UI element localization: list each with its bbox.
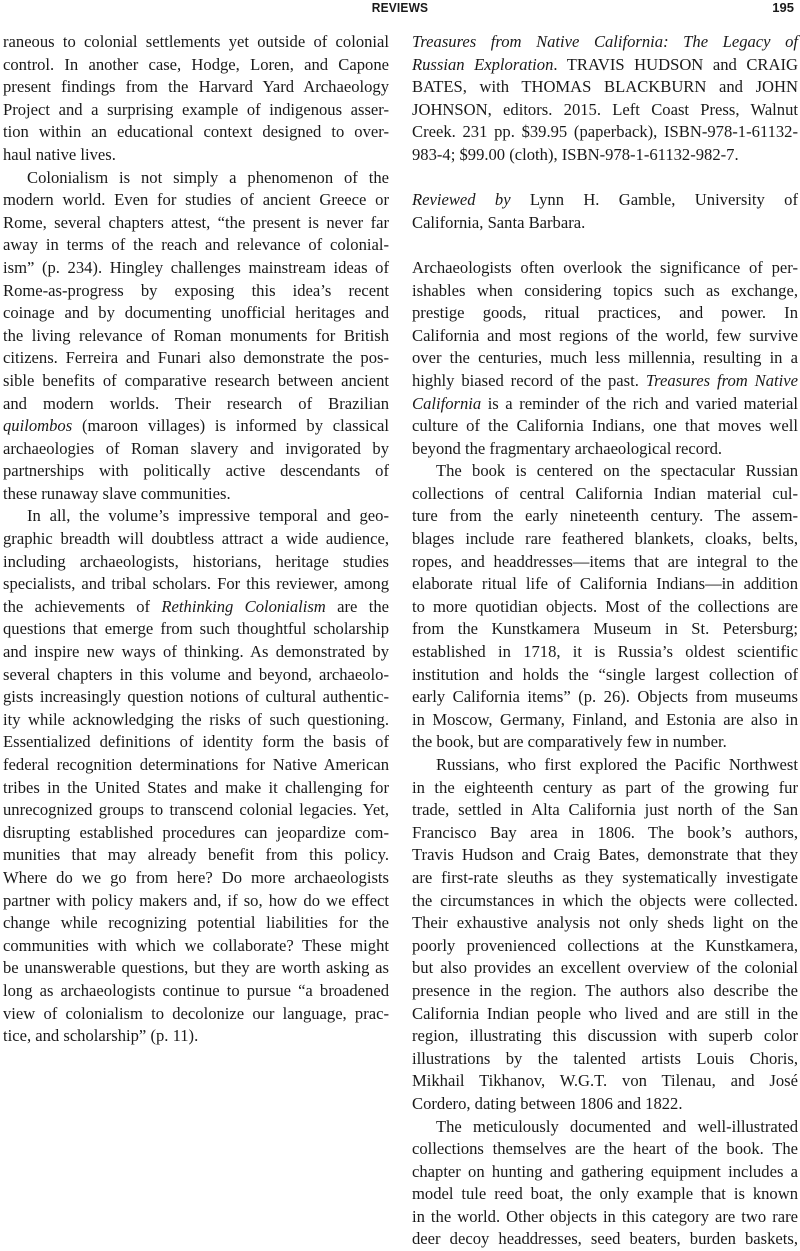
- text-line: model tule reed boat, the only example that is known: [412, 1183, 798, 1206]
- left-column: [3, 31, 389, 1048]
- text-line: archaeologies of Roman slavery and invigorated by: [3, 438, 389, 461]
- text-line: questions that emerge from such thoughtful scholarship: [3, 618, 389, 641]
- italic-title: California: [412, 394, 481, 413]
- text-line: the circumstances in which the objects were collected.: [412, 890, 798, 913]
- text-line: in the eighteenth century as part of the growing fur: [412, 777, 798, 800]
- text-line: California and most regions of the world, few survive: [412, 325, 798, 348]
- text-line: from the Kunstkamera Museum in St. Petersburg;: [412, 618, 798, 641]
- text-line: disrupting established procedures can jeopardize com-: [3, 822, 389, 845]
- text-line: 983-4; $99.00 (cloth), ISBN-978-1-61132-982-7.: [412, 144, 798, 167]
- text-line: California is a reminder of the rich and varied material: [412, 393, 798, 416]
- text-line: in the world. Other objects in this category are two rare: [412, 1206, 798, 1229]
- text-line: region, illustrating this discussion with superb color: [412, 1025, 798, 1048]
- italic-title: Treasures from Native: [646, 371, 798, 390]
- text-line: partnerships with politically active descendants of: [3, 460, 389, 483]
- text-line: citizens. Ferreira and Funari also demonstrate the pos-: [3, 347, 389, 370]
- review-body: [412, 257, 798, 1251]
- text-line: away in terms of the reach and relevance of colonial-: [3, 234, 389, 257]
- text-line: Francisco Bay area in 1806. The book’s authors,: [412, 822, 798, 845]
- text-line: and inspire new ways of thinking. As demonstrated by: [3, 641, 389, 664]
- text-line: illustrations by the talented artists Louis Choris,: [412, 1048, 798, 1071]
- text-line: communities with which we collaborate? These might: [3, 935, 389, 958]
- text-line: Colonialism is not simply a phenomenon of the: [3, 167, 389, 190]
- text-line: deer decoy headdresses, seed beaters, burden baskets,: [412, 1228, 798, 1251]
- text-line: chapter on hunting and gathering equipment includes a: [412, 1161, 798, 1184]
- text-line: Their exhaustive analysis not only sheds light on the: [412, 912, 798, 935]
- text-line: federal recognition determinations for Native American: [3, 754, 389, 777]
- text-line: ropes, and headdresses—items that are integral to the: [412, 551, 798, 574]
- text-line: blages include rare feathered blankets, cloaks, belts,: [412, 528, 798, 551]
- text-line: California Indian people who lived and are still in the: [412, 1003, 798, 1026]
- reviewer-credit: [412, 189, 798, 234]
- text-line: to more quotidian objects. Most of the collections are: [412, 596, 798, 619]
- text-line: and modern worlds. Their research of Brazilian: [3, 393, 389, 416]
- text-line: several chapters in this volume and beyond, archaeolo-: [3, 664, 389, 687]
- text-line: JOHNSON, editors. 2015. Left Coast Press, Walnut: [412, 99, 798, 122]
- text-line: early California items” (p. 26). Objects from museums: [412, 686, 798, 709]
- text-line: Essentialized definitions of identity form the basis of: [3, 731, 389, 754]
- right-column: [412, 31, 798, 1251]
- paragraph: [3, 167, 389, 506]
- text-line: ity while acknowledging the risks of such questioning.: [3, 709, 389, 732]
- text-line: but also provides an excellent overview of the colonial: [412, 957, 798, 980]
- text-line: haul native lives.: [3, 144, 389, 167]
- text-line: the achievements of Rethinking Colonialism are the: [3, 596, 389, 619]
- page-number: 195: [772, 0, 794, 15]
- text-line: Russian Exploration. TRAVIS HUDSON and CRAIG: [412, 54, 798, 77]
- text-line: view of colonialism to decolonize our language, prac-: [3, 1003, 389, 1026]
- text-line: raneous to colonial settlements yet outside of colonial: [3, 31, 389, 54]
- paragraph: [412, 257, 798, 460]
- text-line: collections themselves are the heart of the book. The: [412, 1138, 798, 1161]
- text-line: tion within an educational context designed to over-: [3, 121, 389, 144]
- text-line: The book is centered on the spectacular Russian: [412, 460, 798, 483]
- italic-title: Russian Exploration: [412, 55, 553, 74]
- text-line: elaborate ritual life of California Indians—in addition: [412, 573, 798, 596]
- text-line: Travis Hudson and Craig Bates, demonstrate that they: [412, 844, 798, 867]
- text-line: tribes in the United States and make it challenging for: [3, 777, 389, 800]
- text-line: Cordero, dating between 1806 and 1822.: [412, 1093, 798, 1116]
- text-line: gists increasingly question notions of cultural authentic-: [3, 686, 389, 709]
- text-line: California, Santa Barbara.: [412, 212, 798, 235]
- text-line: presence in the region. The authors also describe the: [412, 980, 798, 1003]
- text-line: prestige goods, ritual practices, and power. In: [412, 302, 798, 325]
- text-line: long as archaeologists continue to pursue “a broadened: [3, 980, 389, 1003]
- text-line: sible benefits of comparative research between ancient: [3, 370, 389, 393]
- text-line: poorly provenienced collections at the Kunstkamera,: [412, 935, 798, 958]
- italic-title: Rethinking Colonialism: [161, 597, 325, 616]
- text-line: graphic breadth will doubtless attract a wide audience,: [3, 528, 389, 551]
- text-line: beyond the fragmentary archaeological record.: [412, 438, 798, 461]
- text-line: ism” (p. 234). Hingley challenges mainstream ideas of: [3, 257, 389, 280]
- paragraph: [3, 31, 389, 167]
- text-line: [412, 31, 798, 54]
- text-line: Reviewed by Lynn H. Gamble, University of: [412, 189, 798, 212]
- text-line: collections of central California Indian material cul-: [412, 483, 798, 506]
- paragraph: [412, 1116, 798, 1251]
- text-line: culture of the California Indians, one that moves well: [412, 415, 798, 438]
- text-line: Rome, several chapters attest, “the present is never far: [3, 212, 389, 235]
- section-title: REVIEWS: [32, 0, 768, 15]
- text-line: coinage and by documenting unofficial heritages and: [3, 302, 389, 325]
- text-line: ishables when considering topics such as exchange,: [412, 280, 798, 303]
- italic-title: Reviewed by: [412, 190, 511, 209]
- text-line: modern world. Even for studies of ancient Greece or: [3, 189, 389, 212]
- text-line: are first-rate sleuths as they systematically investigate: [412, 867, 798, 890]
- text-line: in Moscow, Germany, Finland, and Estonia are also in: [412, 709, 798, 732]
- text-line: institution and holds the “single largest collection of: [412, 664, 798, 687]
- text-line: trade, settled in Alta California just north of the San: [412, 799, 798, 822]
- text-line: change while recognizing potential liabilities for the: [3, 912, 389, 935]
- italic-title: quilombos: [3, 416, 72, 435]
- text-line: unrecognized groups to transcend colonial legacies. Yet,: [3, 799, 389, 822]
- text-line: Project and a surprising example of indigenous asser-: [3, 99, 389, 122]
- text-line: munities that may already benefit from this policy.: [3, 844, 389, 867]
- text-line: the living relevance of Roman monuments for British: [3, 325, 389, 348]
- text-line: over the centuries, much less millennia, resulting in a: [412, 347, 798, 370]
- running-header: [0, 0, 800, 18]
- text-line: In all, the volume’s impressive temporal and geo-: [3, 505, 389, 528]
- text-line: the book, but are comparatively few in number.: [412, 731, 798, 754]
- text-line: Where do we go from here? Do more archaeologists: [3, 867, 389, 890]
- text-line: partner with policy makers and, if so, how do we effect: [3, 890, 389, 913]
- text-line: tice, and scholarship” (p. 11).: [3, 1025, 389, 1048]
- text-line: The meticulously documented and well-illustrated: [412, 1116, 798, 1139]
- paragraph: [3, 505, 389, 1047]
- italic-title: Treasures from Native California: The Legacy of: [412, 32, 798, 51]
- text-line: including archaeologists, historians, heritage studies: [3, 551, 389, 574]
- text-line: Rome-as-progress by exposing this idea’s recent: [3, 280, 389, 303]
- text-line: be unanswerable questions, but they are worth asking as: [3, 957, 389, 980]
- text-line: BATES, with THOMAS BLACKBURN and JOHN: [412, 76, 798, 99]
- text-line: Russians, who first explored the Pacific Northwest: [412, 754, 798, 777]
- text-line: Mikhail Tikhanov, W.G.T. von Tilenau, and José: [412, 1070, 798, 1093]
- text-line: ture from the early nineteenth century. The assem-: [412, 505, 798, 528]
- paragraph: [412, 754, 798, 1116]
- book-citation: [412, 31, 798, 167]
- text-line: present findings from the Harvard Yard Archaeology: [3, 76, 389, 99]
- text-line: these runaway slave communities.: [3, 483, 389, 506]
- text-line: quilombos (maroon villages) is informed by classical: [3, 415, 389, 438]
- text-line: Archaeologists often overlook the significance of per-: [412, 257, 798, 280]
- text-line: highly biased record of the past. Treasures from Native: [412, 370, 798, 393]
- text-line: established in 1718, it is Russia’s oldest scientific: [412, 641, 798, 664]
- text-line: Creek. 231 pp. $39.95 (paperback), ISBN-978-1-61132-: [412, 121, 798, 144]
- paragraph: [412, 460, 798, 754]
- text-line: specialists, and tribal scholars. For this reviewer, among: [3, 573, 389, 596]
- text-line: control. In another case, Hodge, Loren, and Capone: [3, 54, 389, 77]
